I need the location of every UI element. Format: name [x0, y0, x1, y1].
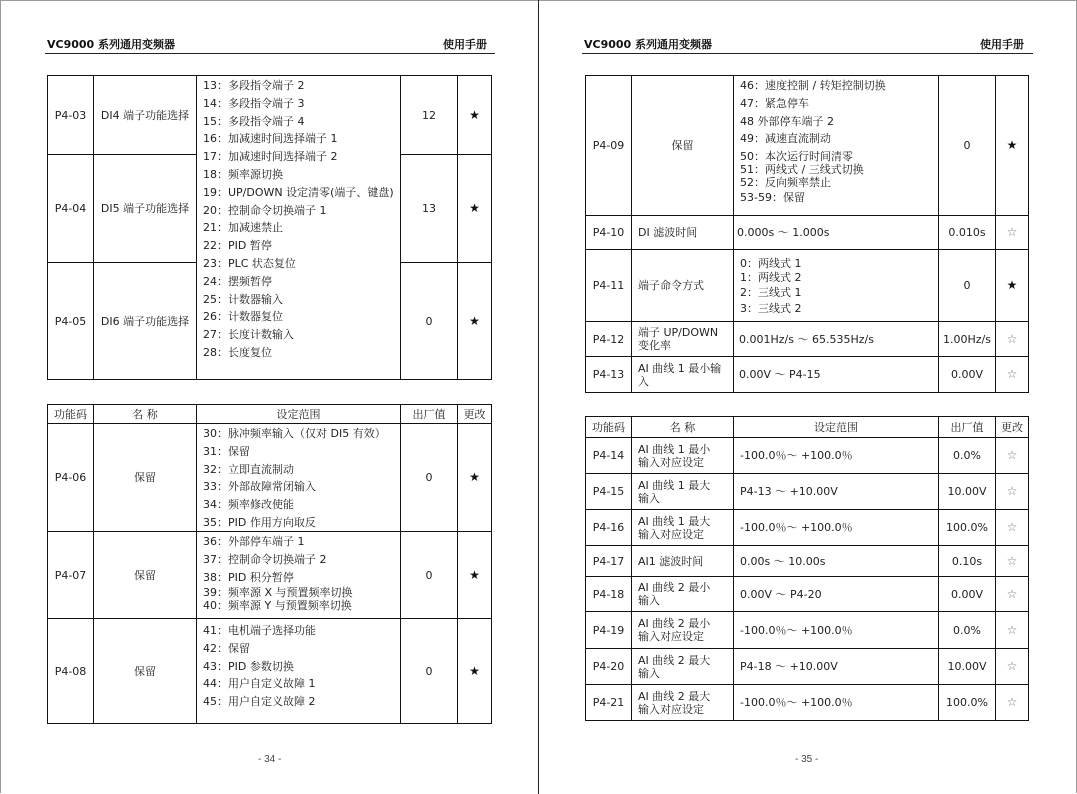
header-name: 名 称: [669, 420, 696, 434]
option-item: 52：反向频率禁止: [740, 176, 831, 190]
header-change: 更改: [463, 407, 486, 421]
change-star-icon: ★: [469, 470, 480, 484]
settings-range-options: [203, 533, 353, 612]
default-value: 0: [425, 568, 433, 582]
param-name: AI 曲线 2 最大输入对应设定: [638, 689, 711, 716]
option-item: 49：减速直流制动: [740, 132, 831, 146]
option-item: 20：控制命令切换端子 1: [203, 203, 327, 217]
default-value: 100.0%: [946, 696, 988, 709]
option-item: 39：频率源 X 与预置频率切换: [203, 586, 353, 600]
function-code: P4-11: [592, 279, 625, 292]
default-value: 0: [963, 139, 971, 152]
param-name: DI4 端子功能选择: [100, 108, 190, 122]
function-code: P4-16: [592, 521, 625, 534]
default-value: 0: [425, 471, 433, 484]
function-code: P4-12: [592, 332, 625, 346]
default-value: 0.010s: [948, 226, 986, 239]
option-item: 30：脉冲频率输入（仅对 DI5 有效）: [203, 427, 386, 440]
settings-range-options: [740, 257, 802, 317]
option-item: 18：频率源切换: [203, 167, 283, 181]
param-name: AI 曲线 1 最大输入: [638, 478, 711, 505]
settings-range-options: [203, 622, 316, 711]
change-star-icon: ★: [469, 107, 480, 122]
option-item: 44：用户自定义故障 1: [203, 677, 316, 691]
page-divider: [538, 0, 539, 794]
header-function-code: 功能码: [54, 407, 87, 421]
option-item: 36：外部停车端子 1: [203, 535, 305, 548]
option-item: 21：加减速禁止: [203, 221, 283, 235]
function-code: P4-21: [592, 696, 625, 709]
function-code: P4-17: [592, 554, 625, 568]
right-header-right: 使用手册: [980, 38, 1024, 51]
option-item: 14：多段指令端子 3: [203, 96, 305, 110]
option-item: 40：频率源 Y 与预置频率切换: [203, 599, 352, 613]
change-star-icon: ☆: [1006, 695, 1018, 709]
option-item: 27：长度计数输入: [203, 328, 294, 342]
change-star-icon: ★: [1006, 138, 1018, 152]
function-code: P4-07: [54, 568, 87, 582]
param-name: 端子命令方式: [638, 279, 704, 292]
option-item: 16：加减速时间选择端子 1: [203, 132, 338, 146]
change-star-icon: ★: [1006, 278, 1018, 292]
option-item: 26：计数器复位: [203, 310, 283, 324]
option-item: 38：PID 积分暂停: [203, 570, 294, 584]
default-value: 0: [963, 279, 971, 292]
option-item: 41：电机端子选择功能: [203, 624, 316, 637]
change-star-icon: ☆: [1006, 553, 1018, 568]
setting-range: P4-13 ～ +10.00V: [740, 485, 838, 498]
param-name: AI1 滤波时间: [638, 554, 704, 568]
left-page-number: - 34 -: [258, 754, 282, 765]
change-star-icon: ☆: [1006, 659, 1018, 673]
setting-range: -100.0％～ +100.0％: [740, 449, 853, 462]
header-change: 更改: [1001, 420, 1023, 434]
setting-range: 0.001Hz/s ～ 65.535Hz/s: [739, 332, 874, 346]
option-item: 53-59：保留: [740, 191, 805, 205]
param-name: DI5 端子功能选择: [100, 202, 190, 215]
change-star-icon: ☆: [1006, 448, 1018, 462]
option-item: 19：UP/DOWN 设定清零(端子、键盘): [203, 185, 394, 199]
default-value: 0.00V: [950, 368, 984, 381]
header-setting-range: 设定范围: [276, 407, 321, 421]
header-setting-range: 设定范围: [814, 420, 858, 434]
header-name: 名 称: [132, 407, 158, 421]
default-value: 100.0%: [946, 521, 988, 534]
setting-range: 0.00s ～ 10.00s: [740, 554, 826, 568]
param-name: DI6 端子功能选择: [100, 314, 190, 328]
option-item: 50：本次运行时间清零: [740, 150, 853, 164]
function-code: P4-19: [592, 623, 625, 637]
option-item: 31：保留: [203, 444, 250, 458]
option-item: 28：长度复位: [203, 345, 272, 359]
setting-range: 0.00V ～ P4-20: [740, 587, 822, 601]
option-item: 25：计数器输入: [203, 292, 283, 306]
option-item: 2：三线式 1: [740, 286, 802, 299]
function-code: P4-15: [592, 485, 625, 498]
change-star-icon: ☆: [1006, 586, 1018, 601]
left-header-right: 使用手册: [443, 38, 487, 51]
option-item: 17：加减速时间选择端子 2: [203, 150, 338, 164]
setting-range: -100.0％～ +100.0％: [740, 696, 853, 709]
option-item: 0：两线式 1: [740, 257, 802, 270]
default-value: 0.10s: [951, 554, 983, 568]
right-table-1: [585, 75, 1029, 393]
function-code: P4-20: [592, 660, 625, 673]
option-item: 32：立即直流制动: [203, 462, 294, 476]
option-item: 37：控制命令切换端子 2: [203, 552, 327, 566]
header-default: 出厂值: [412, 407, 446, 421]
change-star-icon: ★: [469, 567, 480, 582]
right-header-title: VC9000 系列通用变频器: [584, 38, 713, 51]
function-code: P4-05: [54, 314, 87, 328]
option-item: 46：速度控制 / 转矩控制切换: [740, 79, 886, 92]
change-star-icon: ☆: [1006, 484, 1018, 498]
option-item: 34：频率修改使能: [203, 498, 294, 512]
change-star-icon: ☆: [1006, 520, 1018, 534]
function-code: P4-13: [592, 368, 625, 381]
option-item: 33：外部故障常闭输入: [203, 480, 316, 494]
param-name: 保留: [134, 568, 156, 582]
change-star-icon: ☆: [1006, 225, 1018, 239]
default-value: 13: [422, 202, 436, 215]
default-value: 0.0%: [953, 623, 981, 637]
right-header-rule: [582, 53, 1033, 54]
function-code: P4-06: [54, 471, 87, 484]
function-code: P4-03: [54, 108, 87, 122]
function-code: P4-08: [54, 664, 87, 678]
change-star-icon: ★: [469, 313, 480, 328]
change-star-icon: ☆: [1006, 331, 1018, 346]
change-star-icon: ☆: [1006, 622, 1018, 637]
change-star-icon: ★: [469, 201, 480, 215]
option-item: 15：多段指令端子 4: [203, 114, 305, 128]
change-star-icon: ★: [469, 663, 480, 678]
param-name: AI 曲线 1 最大输入对应设定: [638, 514, 711, 541]
setting-range: 0.000s ～ 1.000s: [737, 226, 830, 239]
function-code: P4-10: [592, 226, 625, 239]
option-item: 47：紧急停车: [740, 96, 809, 110]
header-function-code: 功能码: [592, 420, 625, 434]
right-table-2: [585, 416, 1029, 721]
option-item: 45：用户自定义故障 2: [203, 695, 316, 709]
function-code: P4-09: [592, 139, 625, 152]
left-header-rule: [45, 53, 495, 54]
default-value: 0: [425, 664, 433, 678]
param-name: DI 滤波时间: [638, 226, 698, 239]
option-item: 13：多段指令端子 2: [203, 79, 305, 92]
param-name: 保留: [134, 471, 156, 484]
header-default: 出厂值: [950, 420, 984, 434]
option-item: 3：三线式 2: [740, 302, 802, 315]
settings-range-options: [203, 77, 394, 362]
function-code: P4-14: [592, 449, 625, 462]
option-item: 48 外部停车端子 2: [740, 114, 834, 128]
left-table-2: [47, 404, 492, 724]
function-code: P4-18: [592, 587, 625, 601]
function-code: P4-04: [54, 202, 87, 215]
option-item: 43：PID 参数切换: [203, 659, 294, 673]
option-item: 24：摆频暂停: [203, 274, 272, 288]
change-star-icon: ☆: [1006, 367, 1018, 381]
option-item: 35：PID 作用方向取反: [203, 515, 316, 529]
left-table-1: [47, 75, 492, 380]
settings-range-options: [203, 425, 386, 532]
settings-range-options: [740, 77, 886, 207]
default-value: 12: [422, 108, 436, 122]
right-page-number: - 35 -: [795, 754, 819, 765]
param-name: 保留: [134, 664, 156, 678]
setting-range: -100.0％～ +100.0％: [740, 623, 853, 637]
default-value: 0: [425, 314, 433, 328]
setting-range: P4-18 ～ +10.00V: [740, 660, 838, 673]
default-value: 10.00V: [947, 660, 987, 673]
option-item: 42：保留: [203, 641, 250, 655]
option-item: 1：两线式 2: [740, 271, 802, 284]
param-name: 保留: [671, 139, 694, 152]
option-item: 23：PLC 状态复位: [203, 256, 296, 270]
param-name: 端子 UP/DOWN 变化率: [638, 326, 719, 352]
option-item: 51：两线式 / 三线式切换: [740, 163, 864, 177]
param-name: AI 曲线 1 最小输入: [638, 361, 722, 388]
default-value: 0.00V: [950, 587, 984, 601]
default-value: 1.00Hz/s: [943, 332, 991, 346]
setting-range: -100.0％～ +100.0％: [740, 521, 853, 534]
param-name: AI 曲线 2 最小输入: [638, 581, 711, 607]
option-item: 22：PID 暂停: [203, 239, 272, 253]
param-name: AI 曲线 2 最小输入对应设定: [638, 617, 711, 643]
left-header-title: VC9000 系列通用变频器: [47, 38, 176, 51]
default-value: 10.00V: [947, 485, 987, 498]
param-name: AI 曲线 2 最大输入: [638, 653, 711, 680]
param-name: AI 曲线 1 最小输入对应设定: [638, 442, 711, 469]
setting-range: 0.00V ～ P4-15: [739, 368, 821, 381]
default-value: 0.0%: [953, 449, 981, 462]
